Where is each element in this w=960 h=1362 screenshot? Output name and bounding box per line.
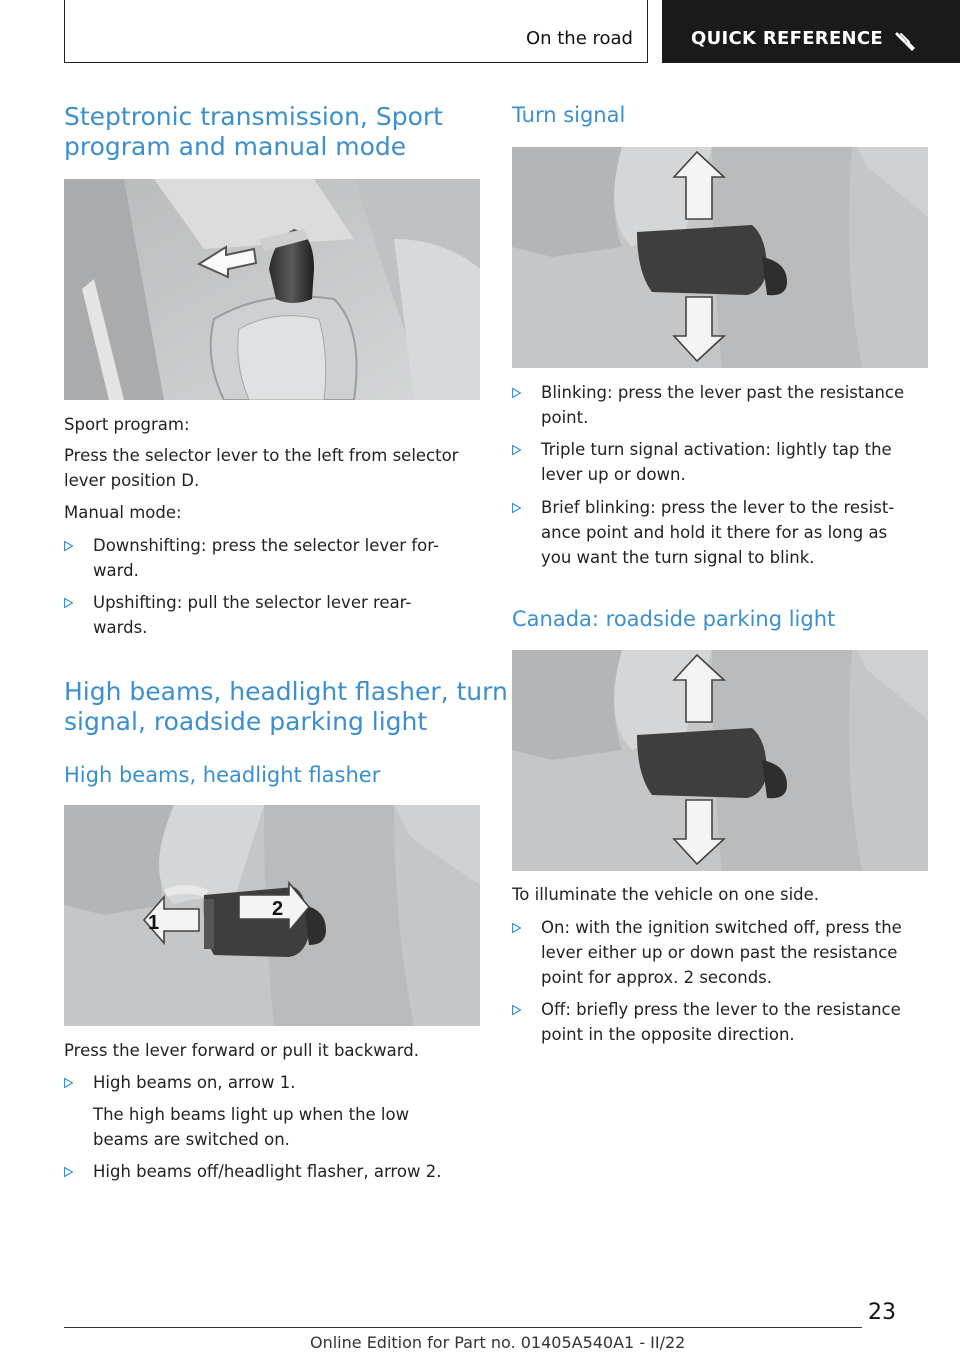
turn-signal-title: Turn signal xyxy=(512,103,626,127)
parking-light-figure xyxy=(512,650,928,871)
list-item-line1: Downshifting: press the selector lever for- xyxy=(93,536,439,555)
list-item-line1: Off: briefly press the lever to the resistance xyxy=(541,1000,901,1019)
list-item-line1: High beams on, arrow 1. xyxy=(93,1073,296,1092)
list-item-line1: Upshifting: pull the selector lever rear- xyxy=(93,593,412,612)
high-beams-title xyxy=(64,677,508,737)
list-item-line2: lever up or down. xyxy=(541,465,686,484)
figure-label-arrow-1: 1 xyxy=(148,912,160,934)
turn-signal-figure xyxy=(512,147,928,368)
figure-label-arrow-2: 2 xyxy=(272,898,284,920)
list-item xyxy=(512,495,932,572)
selector-lever-figure xyxy=(64,179,480,400)
page-number: 23 xyxy=(868,1300,896,1325)
bullet-triangle-icon xyxy=(512,503,521,513)
sport-program-text-line1: Press the selector lever to the left from selector xyxy=(64,446,459,465)
list-item xyxy=(64,533,474,585)
list-item xyxy=(512,997,932,1049)
sport-program-label: Sport program: xyxy=(64,415,190,434)
high-beams-figure xyxy=(64,805,480,1026)
list-item-line1: On: with the ignition switched off, press the xyxy=(541,918,902,937)
bullet-triangle-icon xyxy=(64,1078,73,1088)
list-item xyxy=(64,590,474,642)
list-item-line3: point for approx. 2 seconds. xyxy=(541,968,773,987)
bullet-triangle-icon xyxy=(64,1167,73,1177)
steptronic-title-line1: Steptronic transmission, Sport xyxy=(64,102,443,131)
bullet-triangle-icon xyxy=(512,445,521,455)
high-beams-title-line2: signal, roadside parking light xyxy=(64,707,428,736)
list-item-line2: wards. xyxy=(93,618,148,637)
illuminate-text: To illuminate the vehicle on one side. xyxy=(512,885,820,904)
high-beams-note-line2: beams are switched on. xyxy=(93,1130,290,1149)
list-item-line1: Blinking: press the lever past the resistance xyxy=(541,383,905,402)
list-item-line2: lever either up or down past the resistance xyxy=(541,943,898,962)
bullet-triangle-icon xyxy=(64,598,73,608)
bullet-triangle-icon xyxy=(512,923,521,933)
sport-program-text-line2: lever position D. xyxy=(64,471,200,490)
bullet-triangle-icon xyxy=(512,388,521,398)
bullet-triangle-icon xyxy=(64,541,73,551)
list-item xyxy=(512,437,932,489)
list-item-line2: ance point and hold it there for as long as xyxy=(541,523,888,542)
list-item-line1: Brief blinking: press the lever to the resist- xyxy=(541,498,895,517)
quick-reference-label: QUICK REFERENCE xyxy=(691,28,884,49)
header-section-box xyxy=(64,0,648,63)
footer-edition-text: Online Edition for Part no. 01405A540A1 - II/22 xyxy=(310,1333,686,1352)
canada-parking-title: Canada: roadside parking light xyxy=(512,607,836,631)
header-section-title: On the road xyxy=(525,28,633,49)
list-item-line2: point. xyxy=(541,408,589,427)
steptronic-title xyxy=(64,102,443,162)
steptronic-title-line2: program and manual mode xyxy=(64,132,407,161)
press-lever-text: Press the lever forward or pull it backward. xyxy=(64,1041,419,1060)
list-item-line1: High beams off/headlight flasher, arrow 2. xyxy=(93,1162,442,1181)
bullet-triangle-icon xyxy=(512,1005,521,1015)
list-item-line2: ward. xyxy=(93,561,139,580)
quick-reference-tab[interactable] xyxy=(662,0,960,63)
footer-divider xyxy=(64,1327,862,1328)
list-item xyxy=(64,1070,474,1095)
high-beams-title-line1: High beams, headlight flasher, turn xyxy=(64,677,508,706)
list-item-line1: Triple turn signal activation: lightly tap the xyxy=(541,440,892,459)
flasher-subtitle: High beams, headlight flasher xyxy=(64,763,381,787)
list-item-line3: you want the turn signal to blink. xyxy=(541,548,815,567)
list-item xyxy=(64,1159,474,1184)
high-beams-note-line1: The high beams light up when the low xyxy=(93,1105,410,1124)
list-item-line2: point in the opposite direction. xyxy=(541,1025,795,1044)
list-item xyxy=(512,380,932,432)
list-item xyxy=(512,915,932,992)
manual-mode-label: Manual mode: xyxy=(64,503,182,522)
quick-reference-icon xyxy=(894,30,918,54)
